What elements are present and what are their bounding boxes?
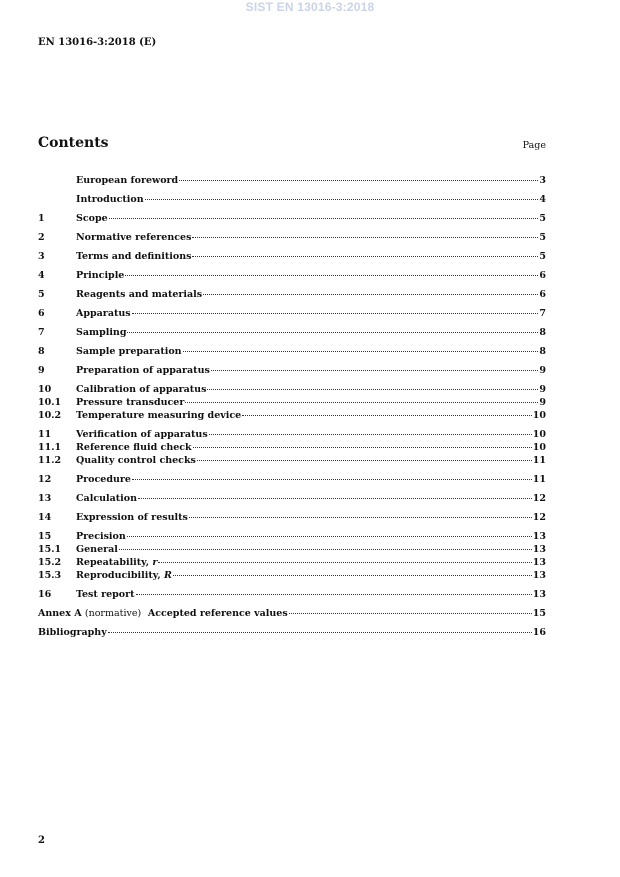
dot-leader — [145, 198, 539, 200]
toc-title — [38, 607, 288, 620]
toc-title: Temperature measuring device — [76, 410, 242, 421]
dot-leader — [108, 631, 532, 633]
toc-number: 11 — [38, 429, 52, 440]
toc-title: Normative references — [76, 232, 192, 243]
toc-number: 15.3 — [38, 570, 62, 581]
toc-page: 12 — [532, 493, 546, 504]
toc-page: 13 — [532, 544, 546, 555]
toc-title: Quality control checks — [76, 455, 196, 466]
toc-title — [76, 556, 157, 569]
toc-entry-bibliography[interactable] — [38, 626, 546, 639]
toc-title: Reagents and materials — [76, 289, 203, 300]
toc-title: Principle — [76, 270, 125, 281]
toc-number: 10 — [38, 384, 52, 395]
toc-title — [76, 569, 172, 582]
dot-leader — [211, 369, 539, 371]
toc-entry-procedure[interactable] — [38, 473, 546, 486]
toc-title: Introduction — [76, 194, 144, 205]
toc-page: 5 — [539, 232, 546, 243]
toc-title: European foreword — [76, 175, 179, 186]
dot-leader — [192, 255, 538, 257]
toc-entry-preparation-apparatus[interactable] — [38, 364, 546, 377]
annex-qualifier: (normative) — [84, 608, 142, 619]
toc-page: 15 — [532, 608, 546, 619]
toc-title: General — [76, 544, 118, 555]
toc-number: 2 — [38, 232, 45, 243]
toc-page: 3 — [539, 175, 546, 186]
toc-page: 7 — [539, 308, 546, 319]
dot-leader — [173, 574, 532, 576]
toc-number: 8 — [38, 346, 45, 357]
toc-page: 4 — [539, 194, 546, 205]
dot-leader — [193, 446, 532, 448]
toc-title: Procedure — [76, 474, 131, 485]
annex-prefix: Annex A — [38, 608, 82, 619]
toc-page: 8 — [539, 327, 546, 338]
toc-title-text: Repeatability, — [76, 557, 150, 568]
toc-page: 5 — [539, 251, 546, 262]
page-number: 2 — [38, 835, 45, 846]
toc-number: 3 — [38, 251, 45, 262]
toc-entry-sampling[interactable] — [38, 326, 546, 339]
toc-number: 13 — [38, 493, 52, 504]
toc-entry-principle[interactable] — [38, 269, 546, 282]
contents-title: Contents — [38, 135, 109, 151]
dot-leader — [192, 236, 538, 238]
toc-page: 9 — [539, 365, 546, 376]
toc-number: 15.1 — [38, 544, 62, 555]
toc-number: 15 — [38, 531, 52, 542]
page-column-label: Page — [522, 140, 546, 151]
dot-leader — [127, 331, 538, 333]
toc-title: Verification of apparatus — [76, 429, 208, 440]
dot-leader — [132, 312, 539, 314]
toc-page: 5 — [539, 213, 546, 224]
toc-title: Pressure transducer — [76, 397, 185, 408]
toc-page: 6 — [539, 270, 546, 281]
toc-number: 1 — [38, 213, 45, 224]
toc-page: 9 — [539, 384, 546, 395]
toc-entry-temperature-device[interactable] — [38, 409, 546, 422]
toc-title: Sampling — [76, 327, 127, 338]
toc-page: 8 — [539, 346, 546, 357]
toc-page: 13 — [532, 557, 546, 568]
toc-page: 10 — [532, 442, 546, 453]
toc-number: 14 — [38, 512, 52, 523]
toc-title: Terms and definitions — [76, 251, 192, 262]
dot-leader — [209, 433, 532, 435]
toc-entry-test-report[interactable] — [38, 588, 546, 601]
dot-leader — [189, 516, 532, 518]
dot-leader — [109, 217, 539, 219]
toc-page: 6 — [539, 289, 546, 300]
toc-entry-reference-fluid[interactable] — [38, 441, 546, 454]
toc-title-symbol: r — [152, 557, 158, 568]
toc-number: 5 — [38, 289, 45, 300]
toc-entry-verification[interactable] — [38, 428, 546, 441]
toc-entry-scope[interactable] — [38, 212, 546, 225]
dot-leader — [132, 478, 532, 480]
dot-leader — [125, 274, 538, 276]
toc-number: 12 — [38, 474, 52, 485]
toc-number: 4 — [38, 270, 45, 281]
toc-page: 13 — [532, 531, 546, 542]
toc-entry-quality-control[interactable] — [38, 454, 546, 467]
toc-number: 16 — [38, 589, 52, 600]
dot-leader — [197, 459, 532, 461]
toc-entry-introduction[interactable] — [38, 193, 546, 206]
toc-number: 9 — [38, 365, 45, 376]
toc-entry-pressure-transducer[interactable] — [38, 396, 546, 409]
toc-number: 7 — [38, 327, 45, 338]
toc-entry-precision[interactable] — [38, 530, 546, 543]
table-of-contents — [38, 174, 546, 645]
toc-entry-apparatus[interactable] — [38, 307, 546, 320]
toc-entry-repeatability[interactable] — [38, 556, 546, 569]
toc-page: 12 — [532, 512, 546, 523]
dot-leader — [183, 350, 539, 352]
toc-title: Bibliography — [38, 627, 107, 638]
document-id: EN 13016-3:2018 (E) — [38, 37, 157, 48]
toc-title: Test report — [76, 589, 135, 600]
toc-page: 9 — [539, 397, 546, 408]
watermark: SIST EN 13016-3:2018 — [245, 0, 375, 14]
toc-entry-foreword[interactable] — [38, 174, 546, 187]
toc-page: 10 — [532, 429, 546, 440]
toc-page: 13 — [532, 589, 546, 600]
dot-leader — [207, 388, 538, 390]
toc-page: 16 — [532, 627, 546, 638]
toc-page: 10 — [532, 410, 546, 421]
toc-title: Precision — [76, 531, 126, 542]
toc-entry-calibration[interactable] — [38, 383, 546, 396]
toc-number: 6 — [38, 308, 45, 319]
toc-entry-sample-preparation[interactable] — [38, 345, 546, 358]
dot-leader — [203, 293, 538, 295]
toc-page: 11 — [532, 455, 546, 466]
toc-number: 11.1 — [38, 442, 62, 453]
dot-leader — [179, 179, 538, 181]
toc-title: Scope — [76, 213, 108, 224]
annex-title: Accepted reference values — [147, 608, 288, 619]
toc-title: Calibration of apparatus — [76, 384, 207, 395]
toc-entry-reagents[interactable] — [38, 288, 546, 301]
dot-leader — [289, 612, 532, 614]
toc-entry-annex-a[interactable] — [38, 607, 546, 620]
dot-leader — [242, 414, 532, 416]
toc-number: 10.2 — [38, 410, 62, 421]
toc-title: Reference fluid check — [76, 442, 192, 453]
toc-entry-terms-definitions[interactable] — [38, 250, 546, 263]
dot-leader — [158, 561, 531, 563]
dot-leader — [119, 548, 532, 550]
toc-entry-expression-results[interactable] — [38, 511, 546, 524]
toc-entry-calculation[interactable] — [38, 492, 546, 505]
dot-leader — [127, 535, 532, 537]
dot-leader — [185, 401, 538, 403]
toc-page: 13 — [532, 570, 546, 581]
toc-title: Expression of results — [76, 512, 188, 523]
toc-title: Preparation of apparatus — [76, 365, 210, 376]
toc-number: 11.2 — [38, 455, 62, 466]
toc-number: 15.2 — [38, 557, 62, 568]
toc-entry-general[interactable] — [38, 543, 546, 556]
toc-title-text: Reproducibility, — [76, 570, 161, 581]
toc-page: 11 — [532, 474, 546, 485]
toc-title: Sample preparation — [76, 346, 182, 357]
dot-leader — [138, 497, 532, 499]
toc-title: Apparatus — [76, 308, 131, 319]
toc-entry-normative-references[interactable] — [38, 231, 546, 244]
toc-title-symbol: R — [163, 570, 172, 581]
toc-number: 10.1 — [38, 397, 62, 408]
dot-leader — [136, 593, 532, 595]
toc-title: Calculation — [76, 493, 138, 504]
toc-entry-reproducibility[interactable] — [38, 569, 546, 582]
